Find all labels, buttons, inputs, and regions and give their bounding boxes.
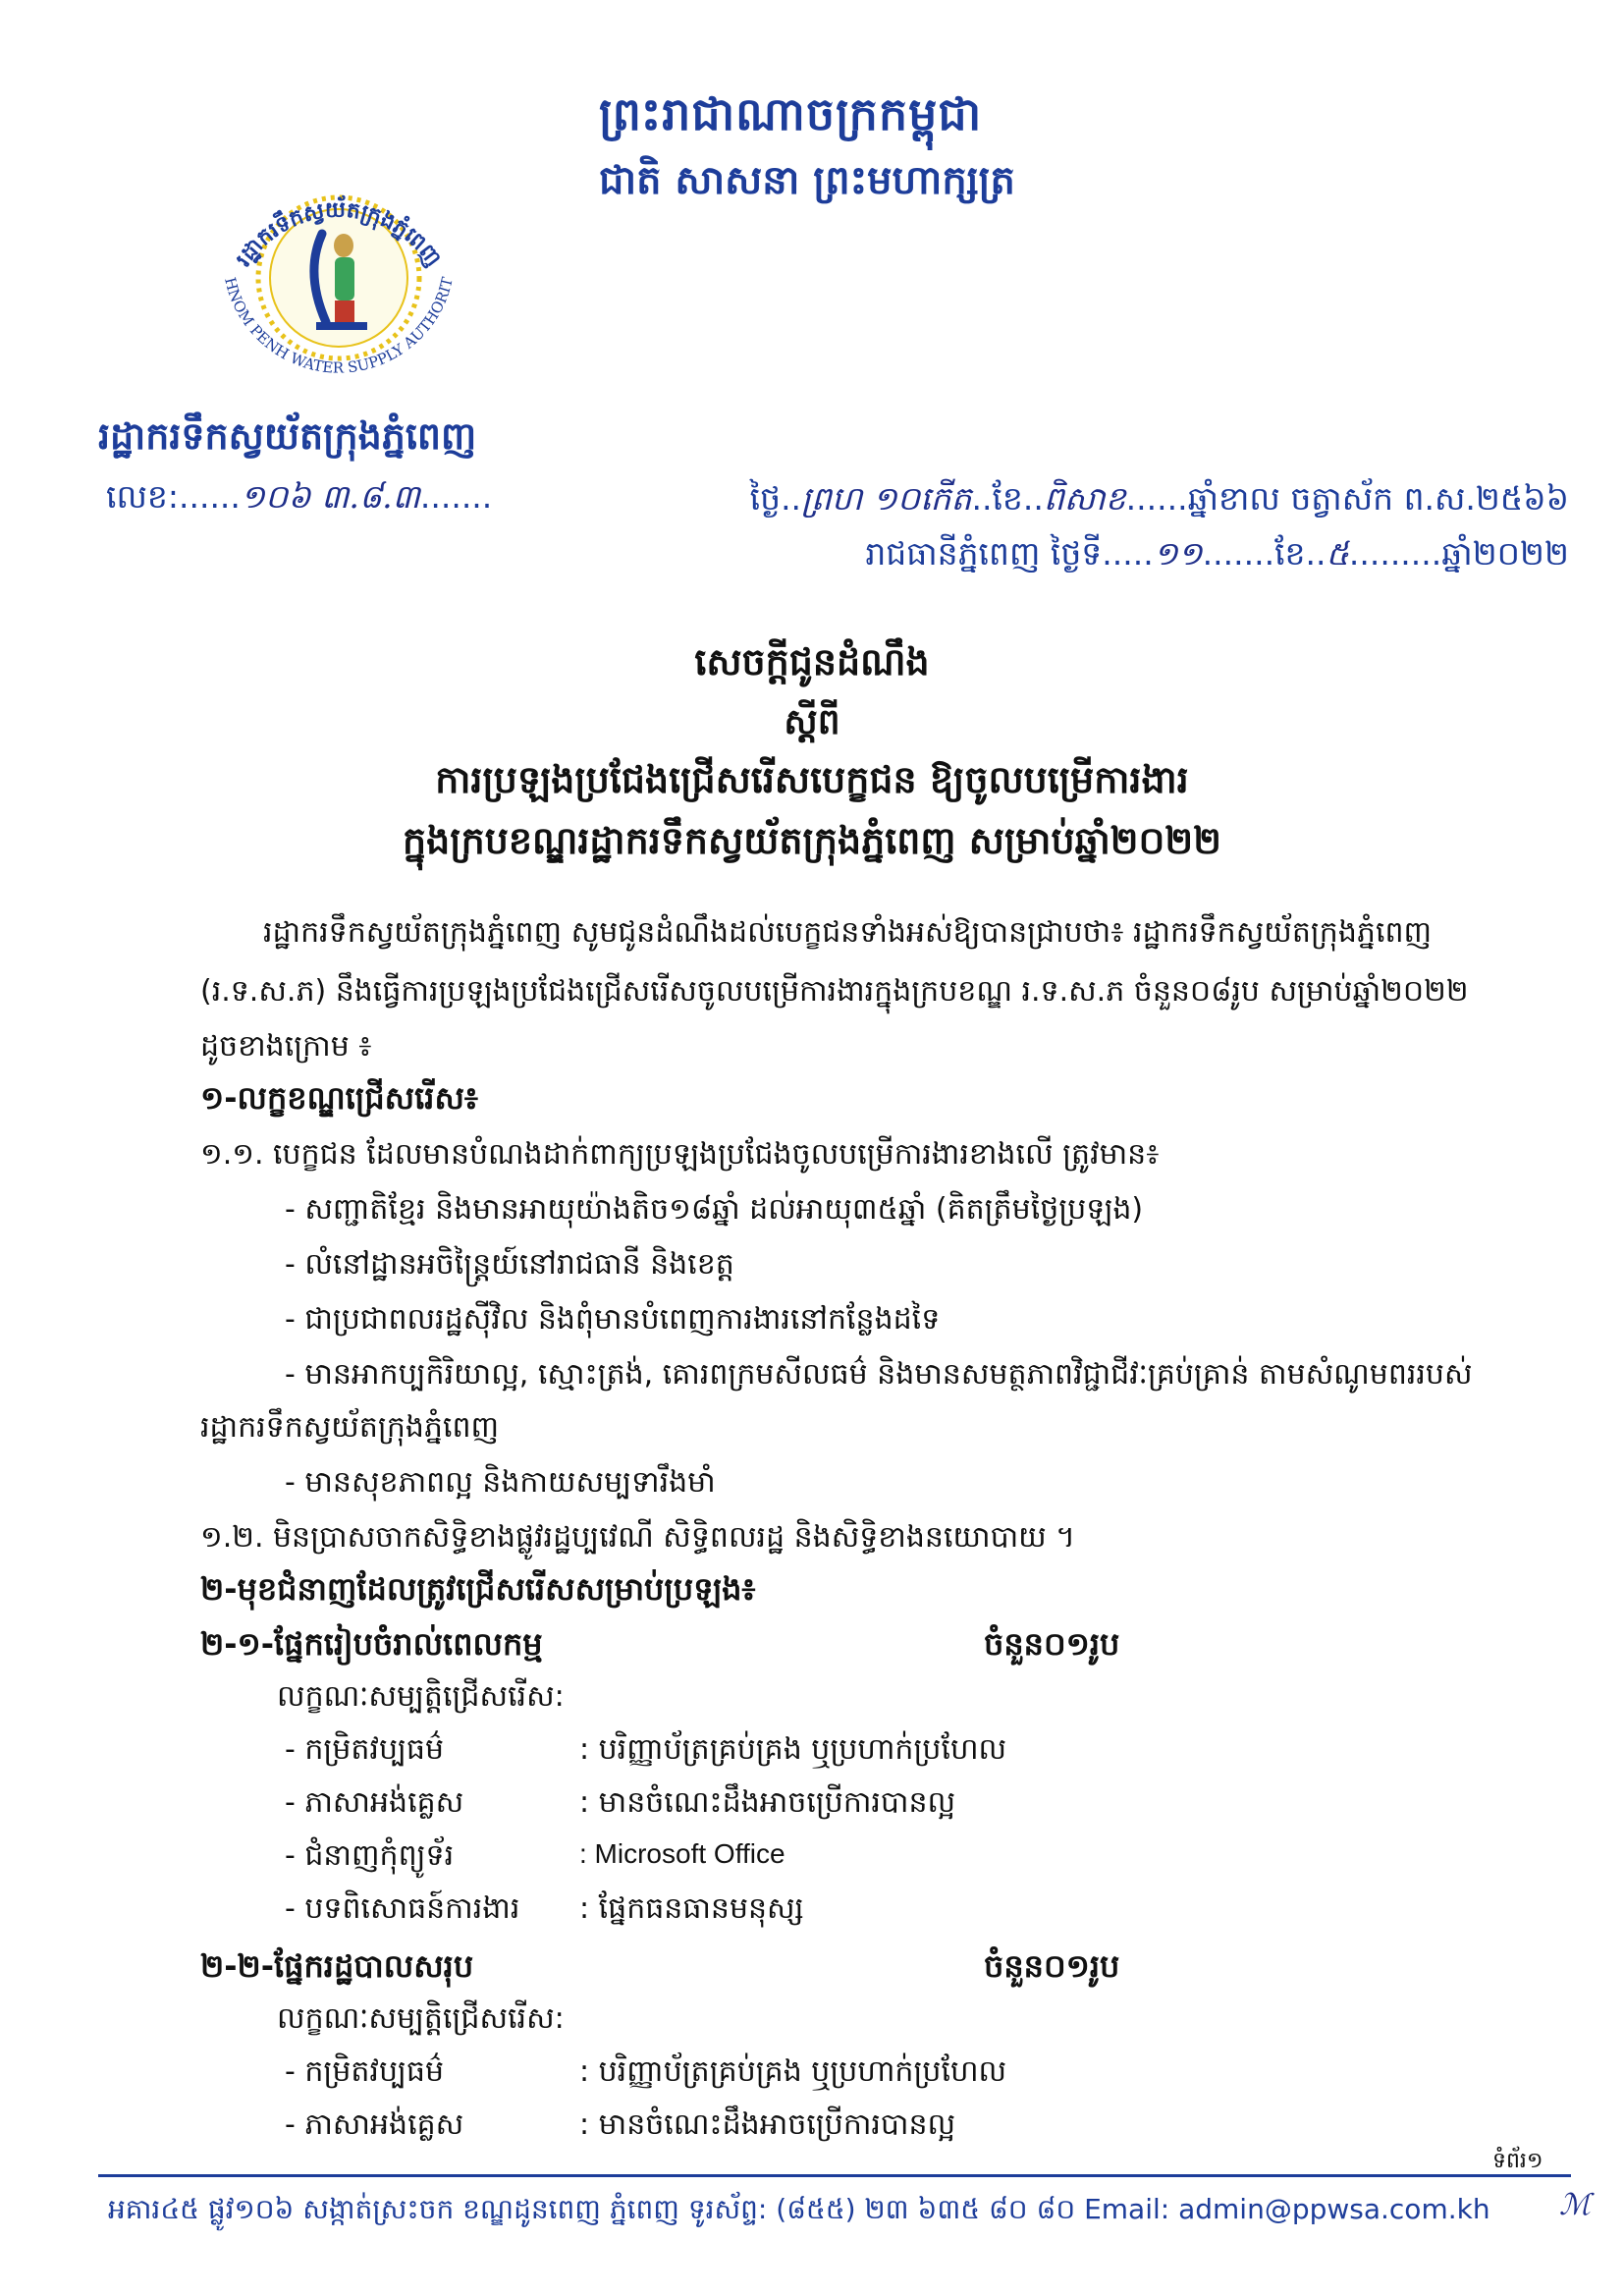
lunar-date-line: ថ្ងៃ..ព្រហ ១០កើត..ខែ..ពិសាខ......ឆ្នាំខាល ចត្វាស័ក ព.ស.២៥៦៦ [749,479,1569,518]
requirement-civilian: - ជាប្រជាពលរដ្ឋស៊ីវិល និងពុំមានបំពេញការងារនៅកន្លែងដទៃ [285,1302,941,1337]
position-title: ២-១-ផ្នែករៀបចំរាល់ពេលកម្ម [200,1625,543,1663]
position-title: ២-២-ផ្នែករដ្ឋបាលសរុប [200,1947,474,1985]
requirement-health: - មានសុខភាពល្អ និងកាយសម្បទារឹងមាំ [285,1465,716,1500]
criteria-value-education: : បរិញ្ញាប័ត្រគ្រប់គ្រង ឬប្រហាក់ប្រហែល [579,1732,1007,1767]
criteria-value-english: : មានចំណេះដឹងអាចប្រើការបានល្អ [579,1785,956,1820]
solar-year: ឆ្នាំ២០២២ [1441,534,1569,573]
criteria-value-education: : បរិញ្ញាប័ត្រគ្រប់គ្រង ឬប្រហាក់ប្រហែល [579,2054,1007,2089]
lunar-month: ពិសាខ [1043,479,1126,518]
criteria-value-computer: : Microsoft Office [579,1838,785,1869]
notice-title: សេចក្តីជូនដំណឹង [694,640,930,683]
solar-date-line: រាជធានីភ្នំពេញ ថ្ងៃទី.....១១.......ខែ..៥.........ឆ្នាំ២០២២ [865,534,1569,573]
solar-month: ៥ [1326,534,1349,573]
notice-about: ស្តីពី [784,702,840,742]
ppwsa-logo [196,136,481,420]
criteria-key-experience: - បទពិសោធន៍ការងារ [285,1891,520,1926]
intro-line2: (រ.ទ.ស.ភ) នឹងធ្វើការប្រឡងប្រជែងជ្រើសរើសចូលបម្រើការងារក្នុងក្របខណ្ឌ រ.ទ.ស.ភ ចំនួន០៨រូប សម្រាប់ឆ្នាំ២០២២ [200,974,1469,1009]
requirement-conduct-cont: រដ្ឋាករទឹកស្វយ័តក្រុងភ្នំពេញ [200,1410,500,1445]
section1-heading: ១-លក្ខខណ្ឌជ្រើសរើស៖ [200,1079,478,1117]
lunar-year: ឆ្នាំខាល ចត្វាស័ក ព.ស.២៥៦៦ [1187,479,1569,518]
reference-value: ១០៦ ៣.៨.៣ [240,477,420,516]
requirement-conduct: - មានអាកប្បកិរិយាល្អ, ស្មោះត្រង់, គោរពក្រមសីលធម៌ និងមានសមត្ថភាពវិជ្ជាជីវៈគ្រប់គ្រាន់ តាមសំណូមពររបស់ [285,1357,1473,1392]
requirement-nationality-age: - សញ្ជាតិខ្មែរ និងមានអាយុយ៉ាងតិច១៨ឆ្នាំ ដល់អាយុ៣៥ឆ្នាំ (គិតត្រឹមថ្ងៃប្រឡង) [285,1192,1144,1227]
month-label: ខែ [1274,534,1306,573]
reference-number: លេខ:......១០៦ ៣.៨.៣....... [106,477,493,516]
reference-label: លេខ: [106,477,179,516]
lunar-day: ព្រហ ១០កើត [801,479,972,518]
criteria-key-education: - កម្រិតវប្បធម៌ [285,2054,445,2089]
section1-item2: ១.២. មិនប្រាសចាកសិទ្ធិខាងផ្លូវរដ្ឋប្បវេណី សិទ្ធិពលរដ្ឋ និងសិទ្ធិខាងនយោបាយ ។ [200,1520,1076,1555]
notice-subject-line1: ការប្រឡងប្រជែងជ្រើសរើសបេក្ខជន ឱ្យចូលបម្រើការងារ [435,758,1189,801]
criteria-label: លក្ខណៈសម្បត្តិជ្រើសរើស: [277,1679,565,1714]
position-count: ចំនួន០១រូប [984,1625,1120,1663]
footer-divider [98,2174,1571,2177]
kingdom-heading: ព្រះរាជាណាចក្រកម្ពុជា [599,87,983,140]
date-prefix: ថ្ងៃ [749,479,782,518]
criteria-value-english: : មានចំណេះដឹងអាចប្រើការបានល្អ [579,2107,956,2142]
criteria-key-computer: - ជំនាញកុំព្យូទ័រ [285,1838,455,1873]
position-count: ចំនួន០១រូប [984,1947,1120,1985]
national-motto: ជាតិ សាសនា ព្រះមហាក្សត្រ [599,158,1015,203]
criteria-value-experience: : ផ្នែកធនធានមនុស្ស [579,1891,804,1926]
footer-address: អគារ៤៥ ផ្លូវ១០៦ សង្កាត់ស្រះចក ខណ្ឌដូនពេញ ភ្នំពេញ ទូរស័ព្ទ: (៨៥៥) ២៣ ៦៣៥ ៨០ ៨០ Email: admin@ppwsa.com.kh [108,2193,1490,2225]
criteria-key-education: - កម្រិតវប្បធម៌ [285,1732,445,1767]
requirement-residence: - លំនៅដ្ឋានអចិន្ត្រៃយ៍នៅរាជធានី និងខេត្ត [285,1247,734,1282]
criteria-key-english: - ភាសាអង់គ្លេស [285,1785,464,1820]
notice-subject-line2: ក្នុងក្របខណ្ឌរដ្ឋាករទឹកស្វយ័តក្រុងភ្នំពេញ សម្រាប់ឆ្នាំ២០២២ [403,819,1221,862]
place-date-prefix: រាជធានីភ្នំពេញ ថ្ងៃទី [865,534,1103,573]
solar-day: ១១ [1153,534,1203,573]
logo-khmer-text: រដ្ឋាករទឹកស្វយ័តក្រុងភ្នំពេញ [231,197,446,272]
month-label: ខែ [992,479,1023,518]
logo-english-text: HNOM PENH WATER SUPPLY AUTHORIT [221,275,457,377]
section1-item1: ១.១. បេក្ខជន ដែលមានបំណងដាក់ពាក្យប្រឡងប្រជែងចូលបម្រើការងារខាងលើ ត្រូវមាន៖ [200,1137,1160,1172]
intro-line1: រដ្ឋាករទឹកស្វយ័តក្រុងភ្នំពេញ សូមជូនដំណឹងដល់បេក្ខជនទាំងអស់ឱ្យបានជ្រាបថា៖ រដ្ឋាករទឹកស្វយ័តក្រុងភ្នំពេញ [263,915,1433,950]
organization-name: រដ្ឋាករទឹកស្វយ័តក្រុងភ្នំពេញ [98,414,477,458]
intro-line3: ដូចខាងក្រោម ៖ [200,1029,372,1064]
handwritten-initials: ℳ [1559,2188,1592,2222]
criteria-label: លក្ខណៈសម្បត្តិជ្រើសរើស: [277,2001,565,2036]
page-number: ទំព័រ១ [1492,2149,1543,2173]
criteria-key-english: - ភាសាអង់គ្លេស [285,2107,464,2142]
section2-heading: ២-មុខជំនាញដែលត្រូវជ្រើសរើសសម្រាប់ប្រឡង៖ [200,1570,756,1608]
